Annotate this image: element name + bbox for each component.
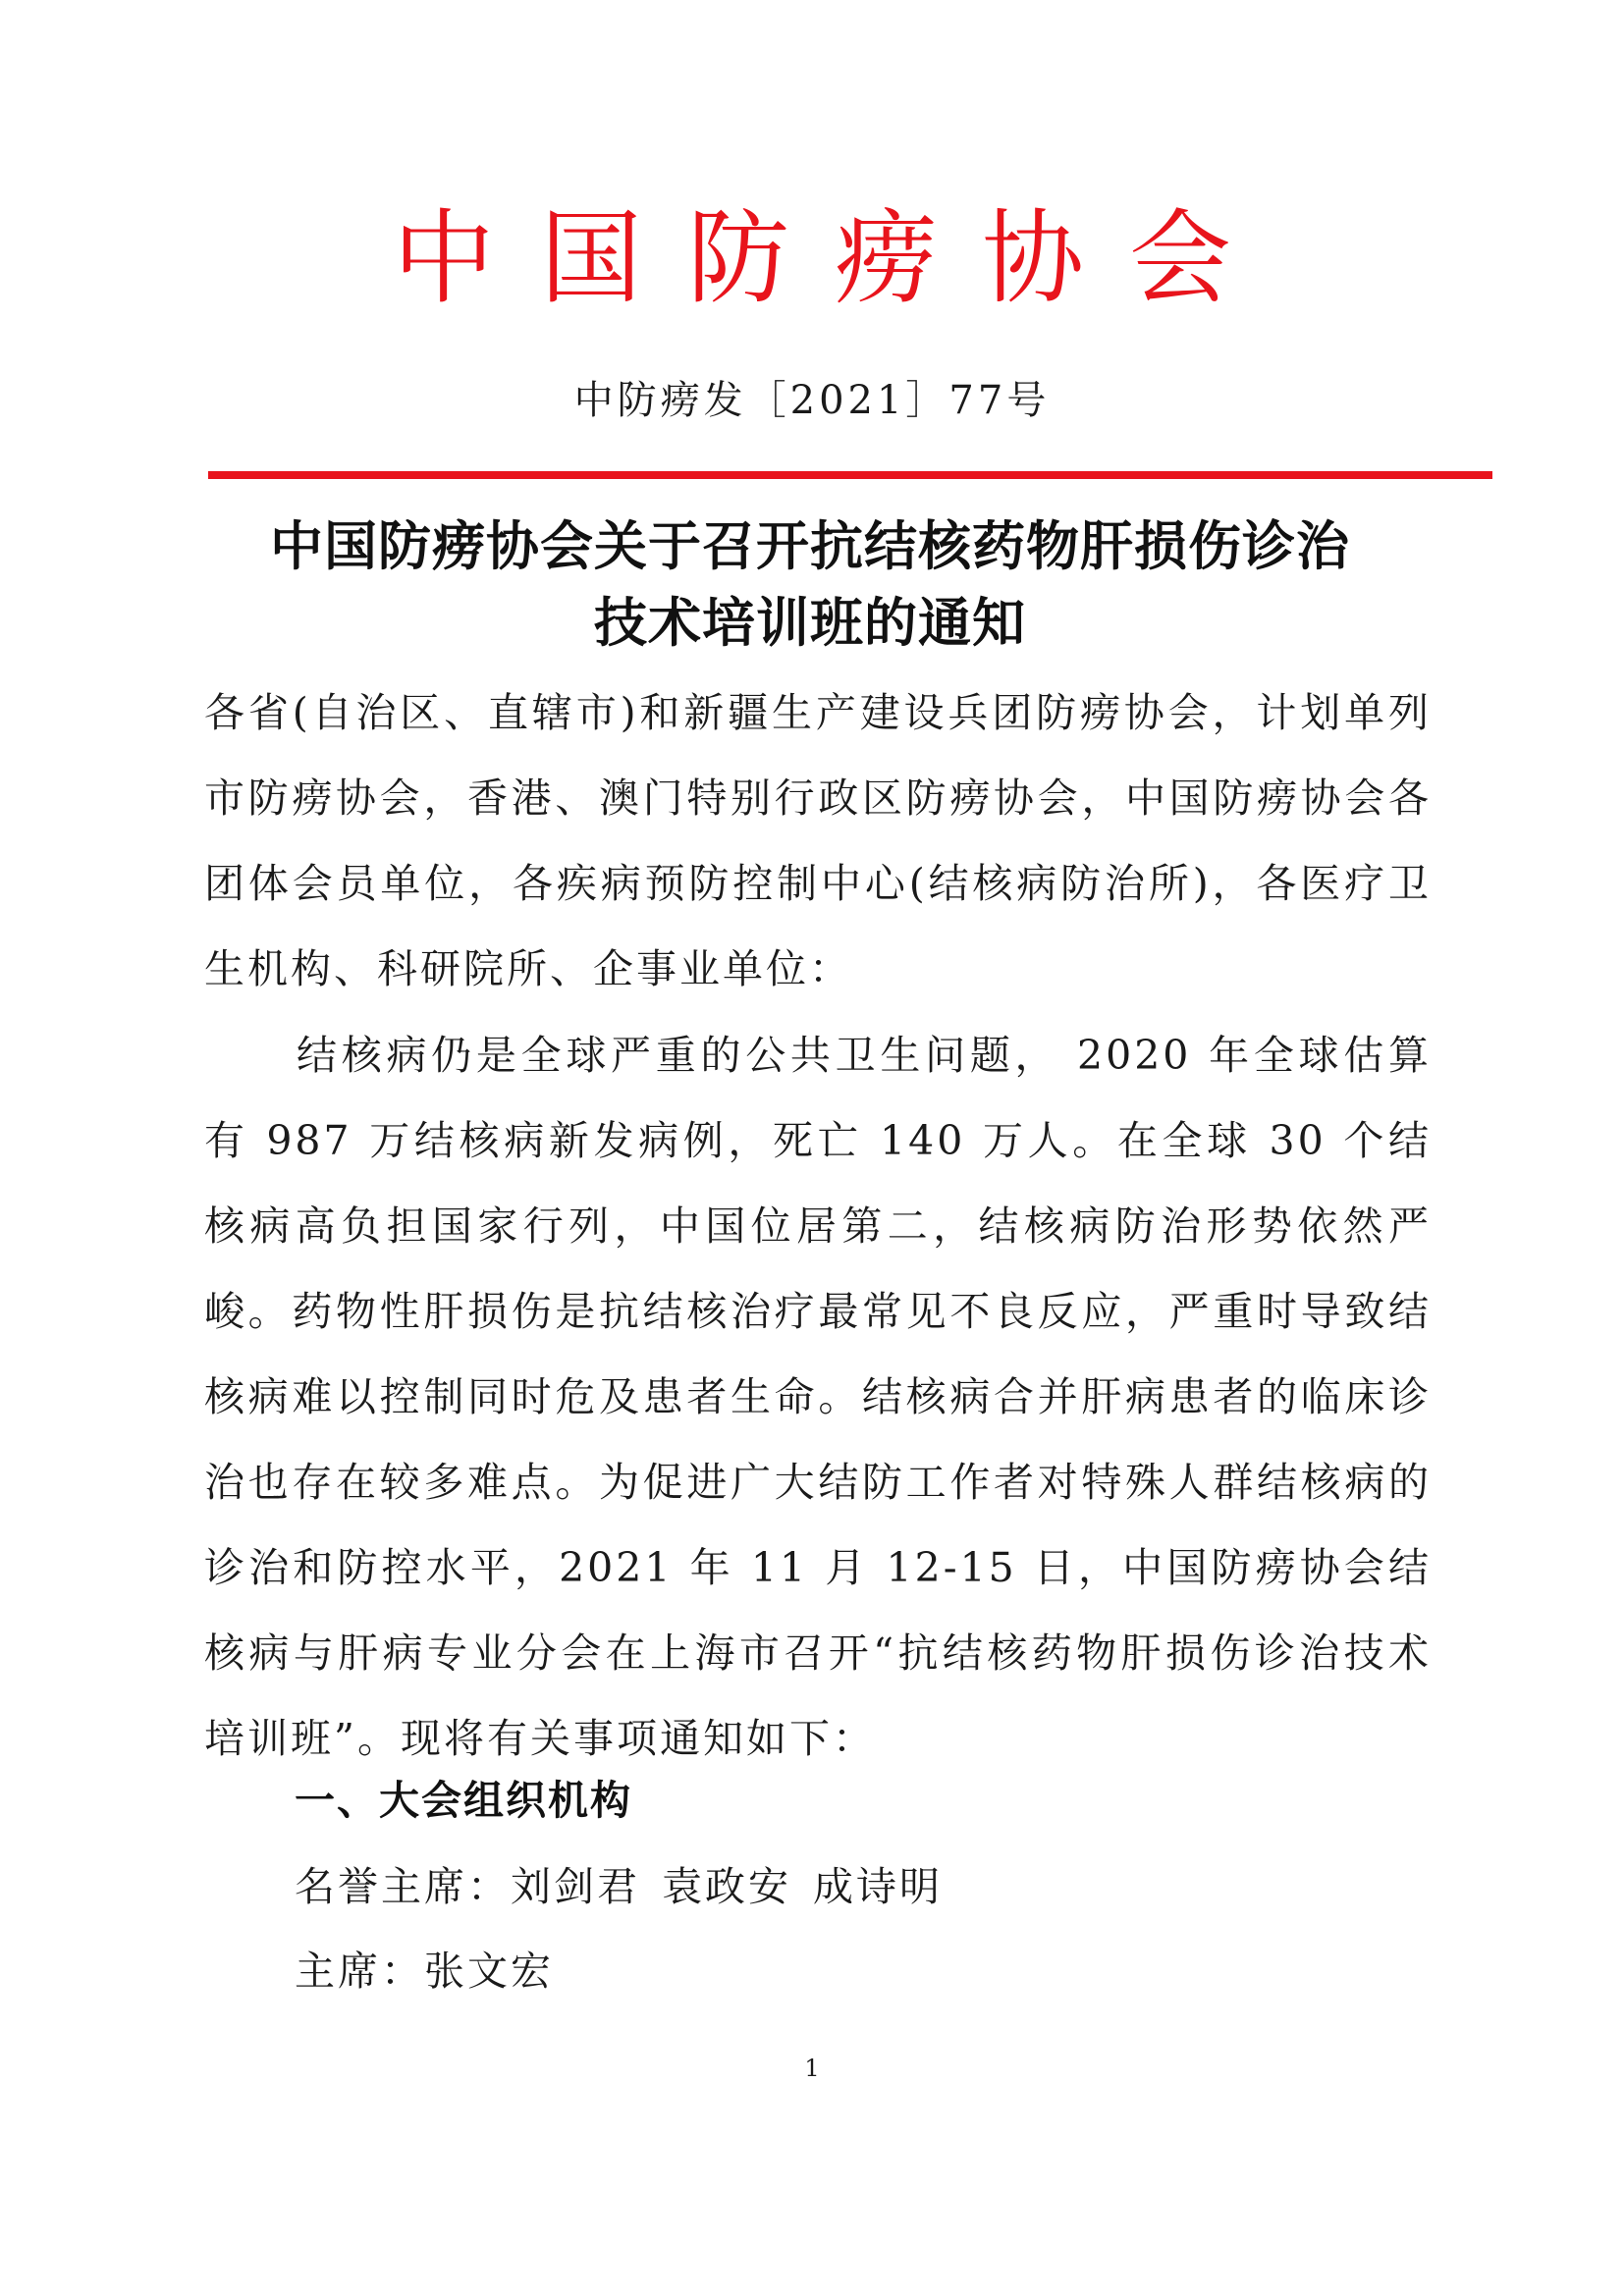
page-number: 1 xyxy=(804,2055,820,2082)
honorary-chair-name: 成诗明 xyxy=(813,1863,943,1910)
letterhead-title: 中国防痨协会 xyxy=(392,198,1276,318)
document-number: 中防痨发［2021］77号 xyxy=(573,378,1051,423)
honorary-chair-name: 袁政安 xyxy=(662,1863,791,1910)
notice-title-line-1: 中国防痨协会关于召开抗结核药物肝损伤诊治 xyxy=(270,514,1350,577)
body-paragraph-1: 结核病仍是全球严重的公共卫生问题， 2020 年全球估算有 987 万结核病新发病例，死亡 140 万人。在全球 30 个结核病高负担国家行列，中国位居第二，结核病防治形势依然严峻。药物性肝损伤是抗结核治疗最常见不良反应，严重时导致结核病难以控制同时危及患者生命。结核病合并肝病患者的临床诊治也存在较多难点。为促进广大结防工作者对特殊人群结核病的诊治和防控水平，2021 年 11 月 12-15 日，中国防痨协会结核病与肝病专业分会在上海市召开“抗结核药物肝损伤诊治技术培训班”。现将有关事项通知如下： xyxy=(204,1032,1432,1762)
notice-title-line-2: 技术培训班的通知 xyxy=(594,591,1026,654)
honorary-chairs-label: 名誉主席： xyxy=(295,1863,511,1910)
chair-name: 张文宏 xyxy=(424,1948,554,1995)
red-divider xyxy=(208,471,1492,479)
chair-line xyxy=(295,1944,554,1999)
honorary-chairs-line xyxy=(295,1859,964,1914)
chair-label: 主席： xyxy=(295,1948,424,1995)
salutation-paragraph: 各省(自治区、直辖市)和新疆生产建设兵团防痨协会，计划单列市防痨协会，香港、澳门特别行政区防痨协会，中国防痨协会各团体会员单位，各疾病预防控制中心(结核病防治所)，各医疗卫生机构、科研院所、企事业单位： xyxy=(204,689,1432,992)
honorary-chair-name: 刘剑君 xyxy=(511,1863,640,1910)
section-heading-organization: 一、大会组织机构 xyxy=(295,1777,632,1824)
